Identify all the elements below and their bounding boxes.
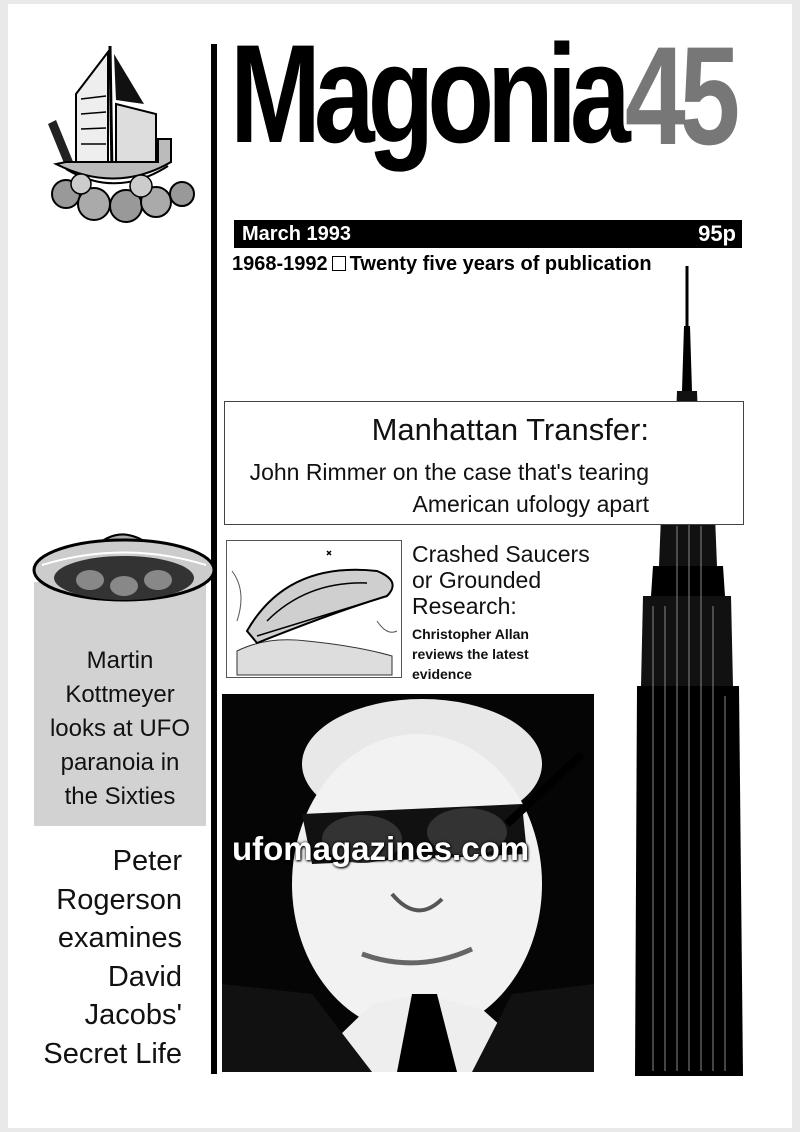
crashed-subhead-line: Christopher Allan <box>412 626 529 642</box>
date-bar <box>234 220 742 248</box>
feature-subhead: John Rimmer on the case that's tearing American ufology apart <box>249 459 649 517</box>
feature-manhattan-transfer <box>224 401 744 525</box>
rogerson-line: examines <box>57 922 182 955</box>
sailing-ship-icon <box>46 44 196 224</box>
portrait-photo <box>222 694 594 1072</box>
kottmeyer-line: looks at UFO <box>49 715 191 742</box>
bullet-box-icon <box>332 256 346 271</box>
crashed-saucer-illustration <box>226 540 402 678</box>
tagline <box>232 253 652 276</box>
magazine-cover <box>8 4 792 1128</box>
watermark: ufomagazines.com <box>232 830 530 867</box>
rogerson-text <box>43 842 182 1074</box>
issue-date: March 1993 <box>242 223 351 245</box>
kottmeyer-line: Martin <box>86 647 154 674</box>
tagline-text: Twenty five years of publication <box>349 253 652 275</box>
crashed-subhead <box>412 624 529 684</box>
kottmeyer-line: the Sixties <box>64 783 176 810</box>
kottmeyer-line: Kottmeyer <box>65 681 175 708</box>
crashed-subhead-line: evidence <box>412 666 472 682</box>
feature-headline: Manhattan Transfer: <box>371 412 649 447</box>
rogerson-line: Secret Life <box>43 1037 182 1070</box>
empire-state-building-icon <box>633 266 748 1076</box>
rogerson-line: Peter <box>112 845 182 877</box>
rogerson-line: Jacobs' <box>84 999 182 1032</box>
tagline-years: 1968-1992 <box>232 253 328 275</box>
issue-number: 45 <box>625 17 734 174</box>
issue-price: 95p <box>698 221 736 246</box>
kottmeyer-line: paranoia in <box>60 749 180 776</box>
rogerson-line: David <box>107 960 182 993</box>
crashed-subhead-line: reviews the latest <box>412 646 529 662</box>
crashed-saucer-icon <box>227 541 401 677</box>
crashed-headline-line: Research: <box>412 593 517 619</box>
crashed-headline-line: or Grounded <box>412 567 542 593</box>
man-with-glasses-icon <box>222 694 594 1072</box>
crashed-headline-line: Crashed Saucers <box>412 541 590 567</box>
kottmeyer-text <box>34 644 206 814</box>
crashed-headline <box>412 541 590 619</box>
rogerson-line: Rogerson <box>56 883 182 916</box>
magazine-title: Magonia <box>230 15 624 172</box>
flying-saucer-icon <box>30 520 218 630</box>
